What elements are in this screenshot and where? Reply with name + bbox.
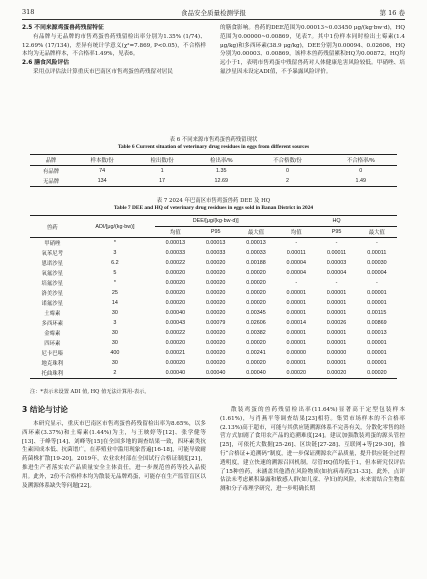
table7-caption [22,198,405,212]
table-cell: 30 [111,340,118,346]
table-cell: 2 [251,176,325,187]
table-cell: * [113,240,116,246]
table-cell: 0.00001 [326,310,347,316]
table-cell: 0.00020 [165,290,186,296]
table-cell: 3 [113,320,117,326]
table-cell: 0.00020 [246,290,266,296]
table-row [30,308,397,318]
table-cell: 0.00020 [205,270,226,276]
table-cell: 0.00001 [286,330,306,336]
table-cell: 0.00000 [326,350,347,356]
table-cell: 14 [111,300,118,306]
table-cell: 四环素 [44,341,61,347]
table-cell: 0.00382 [246,330,266,336]
table-cell: 0.00020 [246,280,266,286]
table-row [30,288,397,298]
table-cell: 0.00001 [326,300,347,306]
table-cell: 诺氟沙星 [41,301,64,307]
table-cell: 0 [359,168,363,174]
table-cell: 0.00020 [165,360,186,366]
table-cell: 0.00040 [236,368,276,379]
right-column [220,24,405,77]
table-cell: 0.00020 [246,300,266,306]
table-cell: 0.00001 [367,300,387,306]
table-cell: 尼卡巴嗪 [41,351,64,357]
table-cell: 氧苯尼考 [41,251,64,257]
table-cell: 0.00001 [286,310,306,316]
table-cell: 0.00188 [246,260,266,266]
table-cell: 多西环素 [41,321,64,327]
table-cell: 0.00020 [316,368,356,379]
table-cell: - [295,240,298,246]
section-2-5-title: 2.5 不同来源鸡蛋兽药残留特征 [22,25,104,31]
table-cell: 6.2 [111,260,119,266]
table-cell: 0.00001 [326,290,347,296]
table-cell: 0.00001 [286,360,306,366]
table-cell: 0.00013 [367,330,387,336]
journal-title: 食品安全质量检测学报 [181,9,246,17]
table-cell: 12.69 [192,176,250,187]
table-cell: 30 [111,360,118,366]
table-cell: 0.00014 [286,320,306,326]
table-row [30,238,397,249]
table-cell: - [375,280,378,286]
page-header [22,6,405,19]
table-cell: 0.00022 [165,260,186,266]
table-cell: 0.00020 [205,330,226,336]
table-cell: - [335,280,338,286]
table6-header: 品牌 [30,155,72,166]
table-cell: 3 [113,250,117,256]
table-cell: 0.00869 [367,320,387,326]
table-cell: - [295,280,298,286]
table-cell: 0.00020 [246,270,266,276]
table-cell: 0.00020 [246,360,266,366]
table-cell: 0.00030 [367,260,387,266]
table-cell: 74 [99,168,106,174]
table-cell: 0.00001 [367,290,387,296]
table-cell: 0.00020 [205,340,226,346]
table6-header: 不合格率/% [325,155,398,166]
table-cell: 0.00020 [205,310,226,316]
table-cell: 金霉素 [44,331,61,337]
table-cell: 0.00020 [165,270,186,276]
table-cell: 0.00020 [165,340,186,346]
table-cell: * [113,280,116,286]
table7-subheader: 均值 [276,227,316,238]
table-cell: 托曲珠利 [30,368,75,379]
section-2-6-title: 2.6 膳食风险评估 [22,60,70,67]
table7-subheader: P95 [316,227,356,238]
table-cell: 0.00001 [286,340,306,346]
table-cell: 0.00241 [246,350,266,356]
table-cell: 1.35 [216,168,227,174]
table-cell: 0.00020 [246,340,266,346]
table7-caption-en: Table 7 DEE and HQ of veterinary drug residues in eggs sold in Banan District in 2024 [113,205,314,211]
table-cell: 0.00011 [286,250,306,256]
table-cell: 17 [132,176,192,187]
header-rule [22,19,405,20]
table-row [30,298,397,308]
table-cell: 0.00020 [165,280,186,286]
table-cell: 0.00020 [205,360,226,366]
table-cell: 400 [110,350,120,356]
table-cell: 恩诺沙星 [41,261,64,267]
table7-subheader: P95 [196,227,236,238]
table-cell: 1.49 [325,176,398,187]
table-cell: 培氟沙星 [41,281,64,287]
table-row [30,358,397,368]
table-cell: 有品牌 [42,169,60,175]
left-column [22,24,206,77]
table-cell: 25 [111,290,118,296]
table-cell: 30 [111,330,118,336]
table-cell: 0.00001 [326,360,347,366]
table7-header-adi: ADI/[μg/(kg·bw)] [75,216,156,238]
table7-caption-cn: 表 7 2024 年巴南区市售鸡蛋兽药 DEE 及 HQ [156,198,271,204]
table7-subheader: 最大值 [357,227,397,238]
table-cell: 2 [75,368,156,379]
table-cell: 0.00011 [367,250,387,256]
table-cell: 1 [160,168,164,174]
conclusion-text-left: 本研究显示，重庆市巴南区市售鸡蛋兽药残留检出率为8.65%，以多西环素(3.37%)和土霉素(1.44%)为主，与王映婷等[12]、张学健等[13]、于峰等[14]、刘峰等[15]在全国多地的调查结果一致，四环素类抗生素因成本低、抗菌谱广，在养殖业中滥用现象普遍[16-18]，可能导致耐药菌株扩散[19-20]。2019年，农业农村部在全国试行合格证制度[21]，推进生产者落实农产品质量安全主体责任，进一步规范兽药等投入品使用。此外，2份不合格样本均为散装无品牌鸡蛋，可能存在生产监管盲区以及溯源体系缺失等问题[22]。 [22,421,206,489]
table-cell: 土霉素 [44,311,61,317]
table-cell: 0.00013 [165,240,186,246]
section-2-5-text: 有品牌与无品牌的市售鸡蛋兽药残留检出率分别为1.35% (1/74)、12.69% (17/134)，差异有统计学意义(χ²=7.869, P<0.05)，不合格样本均为无品牌样本，不合格率1.49%，见表6。 [22,33,206,58]
table7-subheader: 最大值 [236,227,276,238]
table-cell: 0.02606 [246,320,266,326]
table7-header-drug: 兽药 [30,216,75,238]
table-row [30,278,397,288]
right-column-text: 的膳食影响。兽药的DEE范围为0.00013~0.03450 μg/(kg·bw·d)，HQ范围为0.00000~0.00869，见表7。其中1份样本同时检出土霉素(1.4 μg/kg)和多西环素(38.9 μg/kg)，DEE分别为0.00094、0.02606，HQ分别为0.00003、0.00869，该样本兽药残留累积HQ为0.00872。HQ均远小于1，表明市售鸡蛋中残留兽药对人体健康危害风险较低。甲硝唑、培氟沙星因未设定ADI值，不予暴露风险评价。 [220,25,405,75]
table-cell: 甲硝唑 [44,241,61,247]
table6-header: 不合格数/份 [251,155,325,166]
table-cell: 0.00020 [205,260,226,266]
table-cell: 0.00004 [326,270,347,276]
table-cell: 0.00033 [205,250,226,256]
left-column-bottom [22,420,206,490]
table-cell: 0.00020 [357,368,397,379]
table-row [30,328,397,338]
table6-header: 检出率/% [192,155,250,166]
table6-header: 样本数/份 [72,155,132,166]
table-cell: 0.00040 [196,368,236,379]
table-cell: 氧氟沙星 [41,271,64,277]
table6-caption-en: Table 6 Current situation of veterinary drug residues in eggs from different sources [117,144,310,150]
table-cell: - [375,240,378,246]
table-row [30,268,397,278]
table-cell: 0.00001 [326,340,347,346]
table7-header-dee: DEE/[μg/(kg·bw·d)] [155,216,276,227]
table-cell: 0.00026 [326,320,347,326]
table-cell: 0.00033 [246,250,266,256]
table-cell: 0.00345 [246,310,266,316]
table7-header-hq: HQ [276,216,397,227]
table-cell: 134 [72,176,132,187]
section-3-title: 3 结论与讨论 [22,405,68,414]
table-cell: 0.00020 [205,350,226,356]
table-cell: 0.00020 [205,290,226,296]
table-row [30,258,397,268]
table-cell: - [335,240,338,246]
table-cell: 0.00022 [165,330,186,336]
table-row [30,248,397,258]
table-row [30,368,397,379]
table-cell: 0.00001 [286,290,306,296]
table-cell: 无品牌 [30,176,72,187]
table-row [30,176,397,187]
table7-note: 注：*表示未设置 ADI 值, HQ 值无法计算用-表示。 [30,389,150,395]
table-cell: 0.00040 [155,368,195,379]
table-cell: 0.00020 [205,280,226,286]
conclusion-text-right: 散装鸡蛋的兽药残留检出率(11.64%)显著高于定型包装样本(1.61%)，与肖燕平等调查结果[23]相符。集贸市场样本的不合格率(2.13%)高于超市，可能与其供应链溯源体系不完善有关，分散化零售的经营方式加剧了食用农产品的追溯难度[24]。建议加强散装鸡蛋的源头管控[25]，可依托大数据[25-26]、区块链[27-28]、互联网+等[29-30]，推行“合格证+追溯码”制度，进一步保证溯源农产品质量，提升供应链全过程透明度，建立快速的溯源召回机制。尽管HQ值均低于1，但本研究仅评估了15种兽药，未涵盖其他潜在风险物质(如抗病毒药[31-33]、此外，点评估法未考虑累积暴露和敏感人群(如儿童、孕妇)的风险，未来需结合生物监测和分子毒理学研究，进一步明确长期 [220,407,405,493]
table-cell: 0.00079 [205,320,226,326]
table-cell: 0.00004 [367,270,387,276]
right-column-bottom [220,406,405,494]
table7-body [30,238,397,379]
volume-label: 第 16 卷 [379,9,405,17]
table-cell: 0.00013 [246,240,266,246]
table-cell: 0.00043 [165,320,186,326]
table-cell: 0.00011 [326,250,347,256]
table-cell: 0.00020 [205,300,226,306]
table-row [30,318,397,328]
table-row [30,338,397,348]
table-cell: 0.00001 [367,360,387,366]
table-cell: 5 [113,270,117,276]
table-cell: 0.00020 [276,368,316,379]
table-row [30,166,397,177]
table-cell: 0.00021 [165,350,186,356]
table6-caption-cn: 表 6 不同来源市售鸡蛋兽药残留现状 [169,137,258,143]
table-cell: 0.00001 [326,330,347,336]
table-cell: 0.00001 [367,350,387,356]
table-cell: 地克珠利 [41,361,64,367]
table-cell: 0.00004 [286,270,306,276]
table-cell: 0.00004 [286,260,306,266]
table-cell: 0.00001 [286,300,306,306]
table-cell: 0.00020 [165,300,186,306]
table7-subheader: 均值 [155,227,195,238]
section-2-6-text: 采用点评估法计算重庆市巴南区市售鸡蛋兽药残留对居民 [33,68,173,75]
table7 [30,215,397,379]
table-cell: 0.00040 [165,310,186,316]
table-cell: 0.00003 [326,260,347,266]
page-number: 318 [22,8,35,16]
table-cell: 0.00001 [367,340,387,346]
table-cell: 0.00013 [205,240,226,246]
table-cell: 30 [111,310,118,316]
table-cell: 0 [286,168,289,174]
table-cell: 0.00115 [367,310,387,316]
table-cell: 0.00000 [286,350,306,356]
table6-caption [22,137,405,151]
table-cell: 0.00033 [165,250,186,256]
table6-header: 检出数/份 [132,155,192,166]
table6 [30,154,397,187]
table-cell: 洛美沙星 [41,291,64,297]
table-row [30,348,397,358]
